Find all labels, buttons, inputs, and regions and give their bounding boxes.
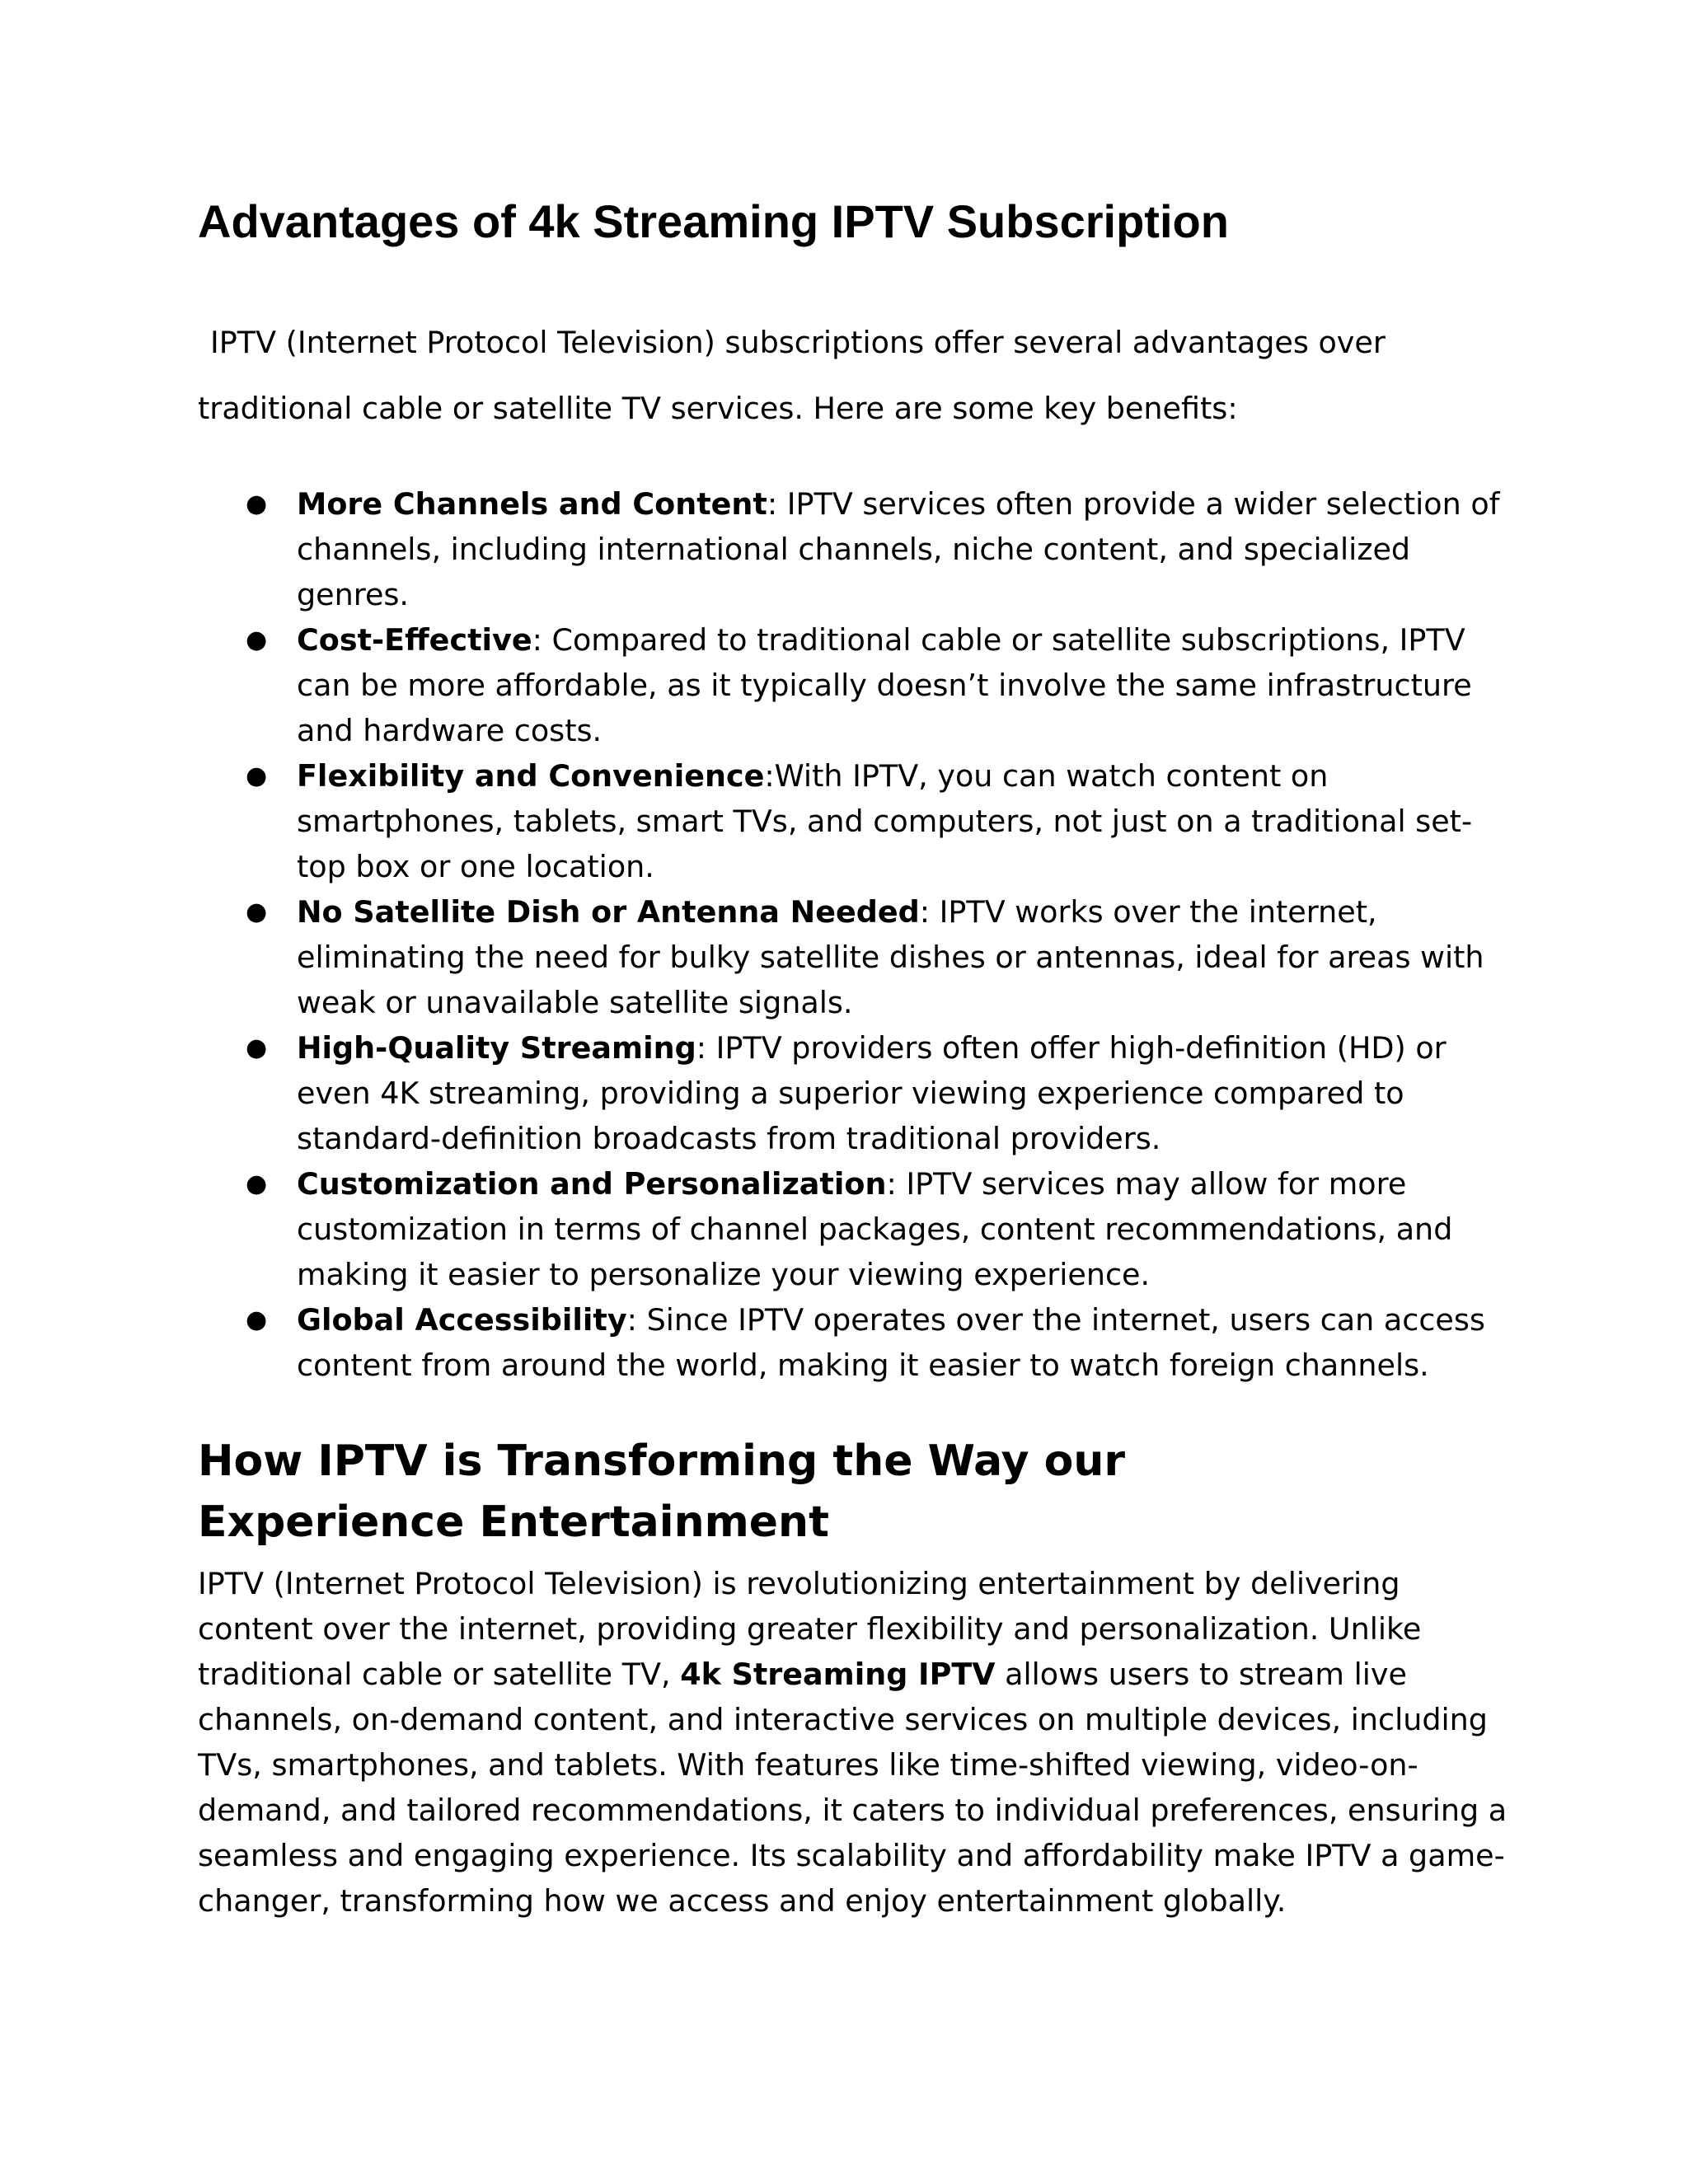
benefit-title: More Channels and Content bbox=[297, 486, 767, 522]
bullet-icon: ● bbox=[246, 762, 268, 790]
benefit-item-more-channels bbox=[246, 481, 1508, 617]
benefit-text: : Compared to traditional cable or satellite subscriptions, IPTV can be more affordable, as it typically doesn’t involve the same infrastructure and hardware costs. bbox=[297, 622, 1472, 748]
benefit-text: : Since IPTV operates over the internet, users can access content from around the world, making it easier to watch foreign channels. bbox=[297, 1302, 1485, 1383]
section-heading: How IPTV is Transforming the Way our Experience Entertainment bbox=[198, 1436, 1125, 1547]
benefit-title: Cost-Effective bbox=[297, 622, 532, 658]
benefit-title: Flexibility and Convenience bbox=[297, 758, 765, 794]
benefit-item-high-quality bbox=[246, 1025, 1508, 1161]
benefit-text: : IPTV works over the internet, eliminating the need for bulky satellite dishes or antennas, ideal for areas with weak or unavailable satellite signals. bbox=[297, 894, 1484, 1020]
benefit-title: High-Quality Streaming bbox=[297, 1030, 696, 1066]
intro-line-1: IPTV (Internet Protocol Television) subscriptions offer several advantages over bbox=[210, 325, 1386, 360]
bullet-icon: ● bbox=[246, 898, 268, 926]
intro-line-2: traditional cable or satellite TV services. Here are some key benefits: bbox=[198, 391, 1238, 426]
page-title: Advantages of 4k Streaming IPTV Subscription bbox=[198, 195, 1229, 247]
benefit-text: : IPTV services may allow for more customization in terms of channel packages, content recommendations, and making it easier to personalize your viewing experience. bbox=[297, 1166, 1453, 1292]
benefit-title: Global Accessibility bbox=[297, 1302, 627, 1338]
bullet-icon: ● bbox=[246, 1305, 268, 1334]
bullet-icon: ● bbox=[246, 1169, 268, 1198]
document-content bbox=[198, 191, 1508, 1924]
section-text-start: IPTV (Internet Protocol Television) is revolutionizing entertainment by delivering content over the internet, providing greater flexibility and personalization. Unlike traditional cable or satellite TV, bbox=[198, 1566, 1422, 1692]
bullet-icon: ● bbox=[246, 626, 268, 654]
benefit-item-global-access bbox=[246, 1297, 1508, 1388]
section-text-end: allows users to stream live channels, on-demand content, and interactive services on multiple devices, including TVs, smartphones, and tablets. With features like time-shifted viewing, video-on-demand, and tailored recommendations, it caters to individual preferences, ensuring a seamless and engaging experience. Its scalability and affordability make IPTV a game-changer, transforming how we access and enjoy entertainment globally. bbox=[198, 1657, 1507, 1919]
section-paragraph bbox=[198, 1561, 1508, 1924]
benefit-item-cost-effective bbox=[246, 617, 1508, 753]
benefit-text: :With IPTV, you can watch content on smartphones, tablets, smart TVs, and computers, not just on a traditional set-top box or one location. bbox=[297, 758, 1473, 884]
intro-paragraph bbox=[198, 310, 1508, 442]
benefit-title: Customization and Personalization bbox=[297, 1166, 887, 1202]
benefit-item-customization bbox=[246, 1161, 1508, 1297]
benefit-title: No Satellite Dish or Antenna Needed bbox=[297, 894, 920, 930]
benefit-text: : IPTV providers often offer high-definition (HD) or even 4K streaming, providing a superior viewing experience compared to standard-definition broadcasts from traditional providers. bbox=[297, 1030, 1447, 1156]
bullet-icon: ● bbox=[246, 490, 268, 518]
benefit-text: : IPTV services often provide a wider selection of channels, including international channels, niche content, and specialized genres. bbox=[297, 486, 1500, 612]
benefit-item-flexibility bbox=[246, 753, 1508, 889]
section-bold-text: 4k Streaming IPTV bbox=[680, 1657, 996, 1692]
bullet-icon: ● bbox=[246, 1033, 268, 1062]
benefits-list bbox=[198, 481, 1508, 1388]
benefit-item-no-satellite bbox=[246, 889, 1508, 1025]
